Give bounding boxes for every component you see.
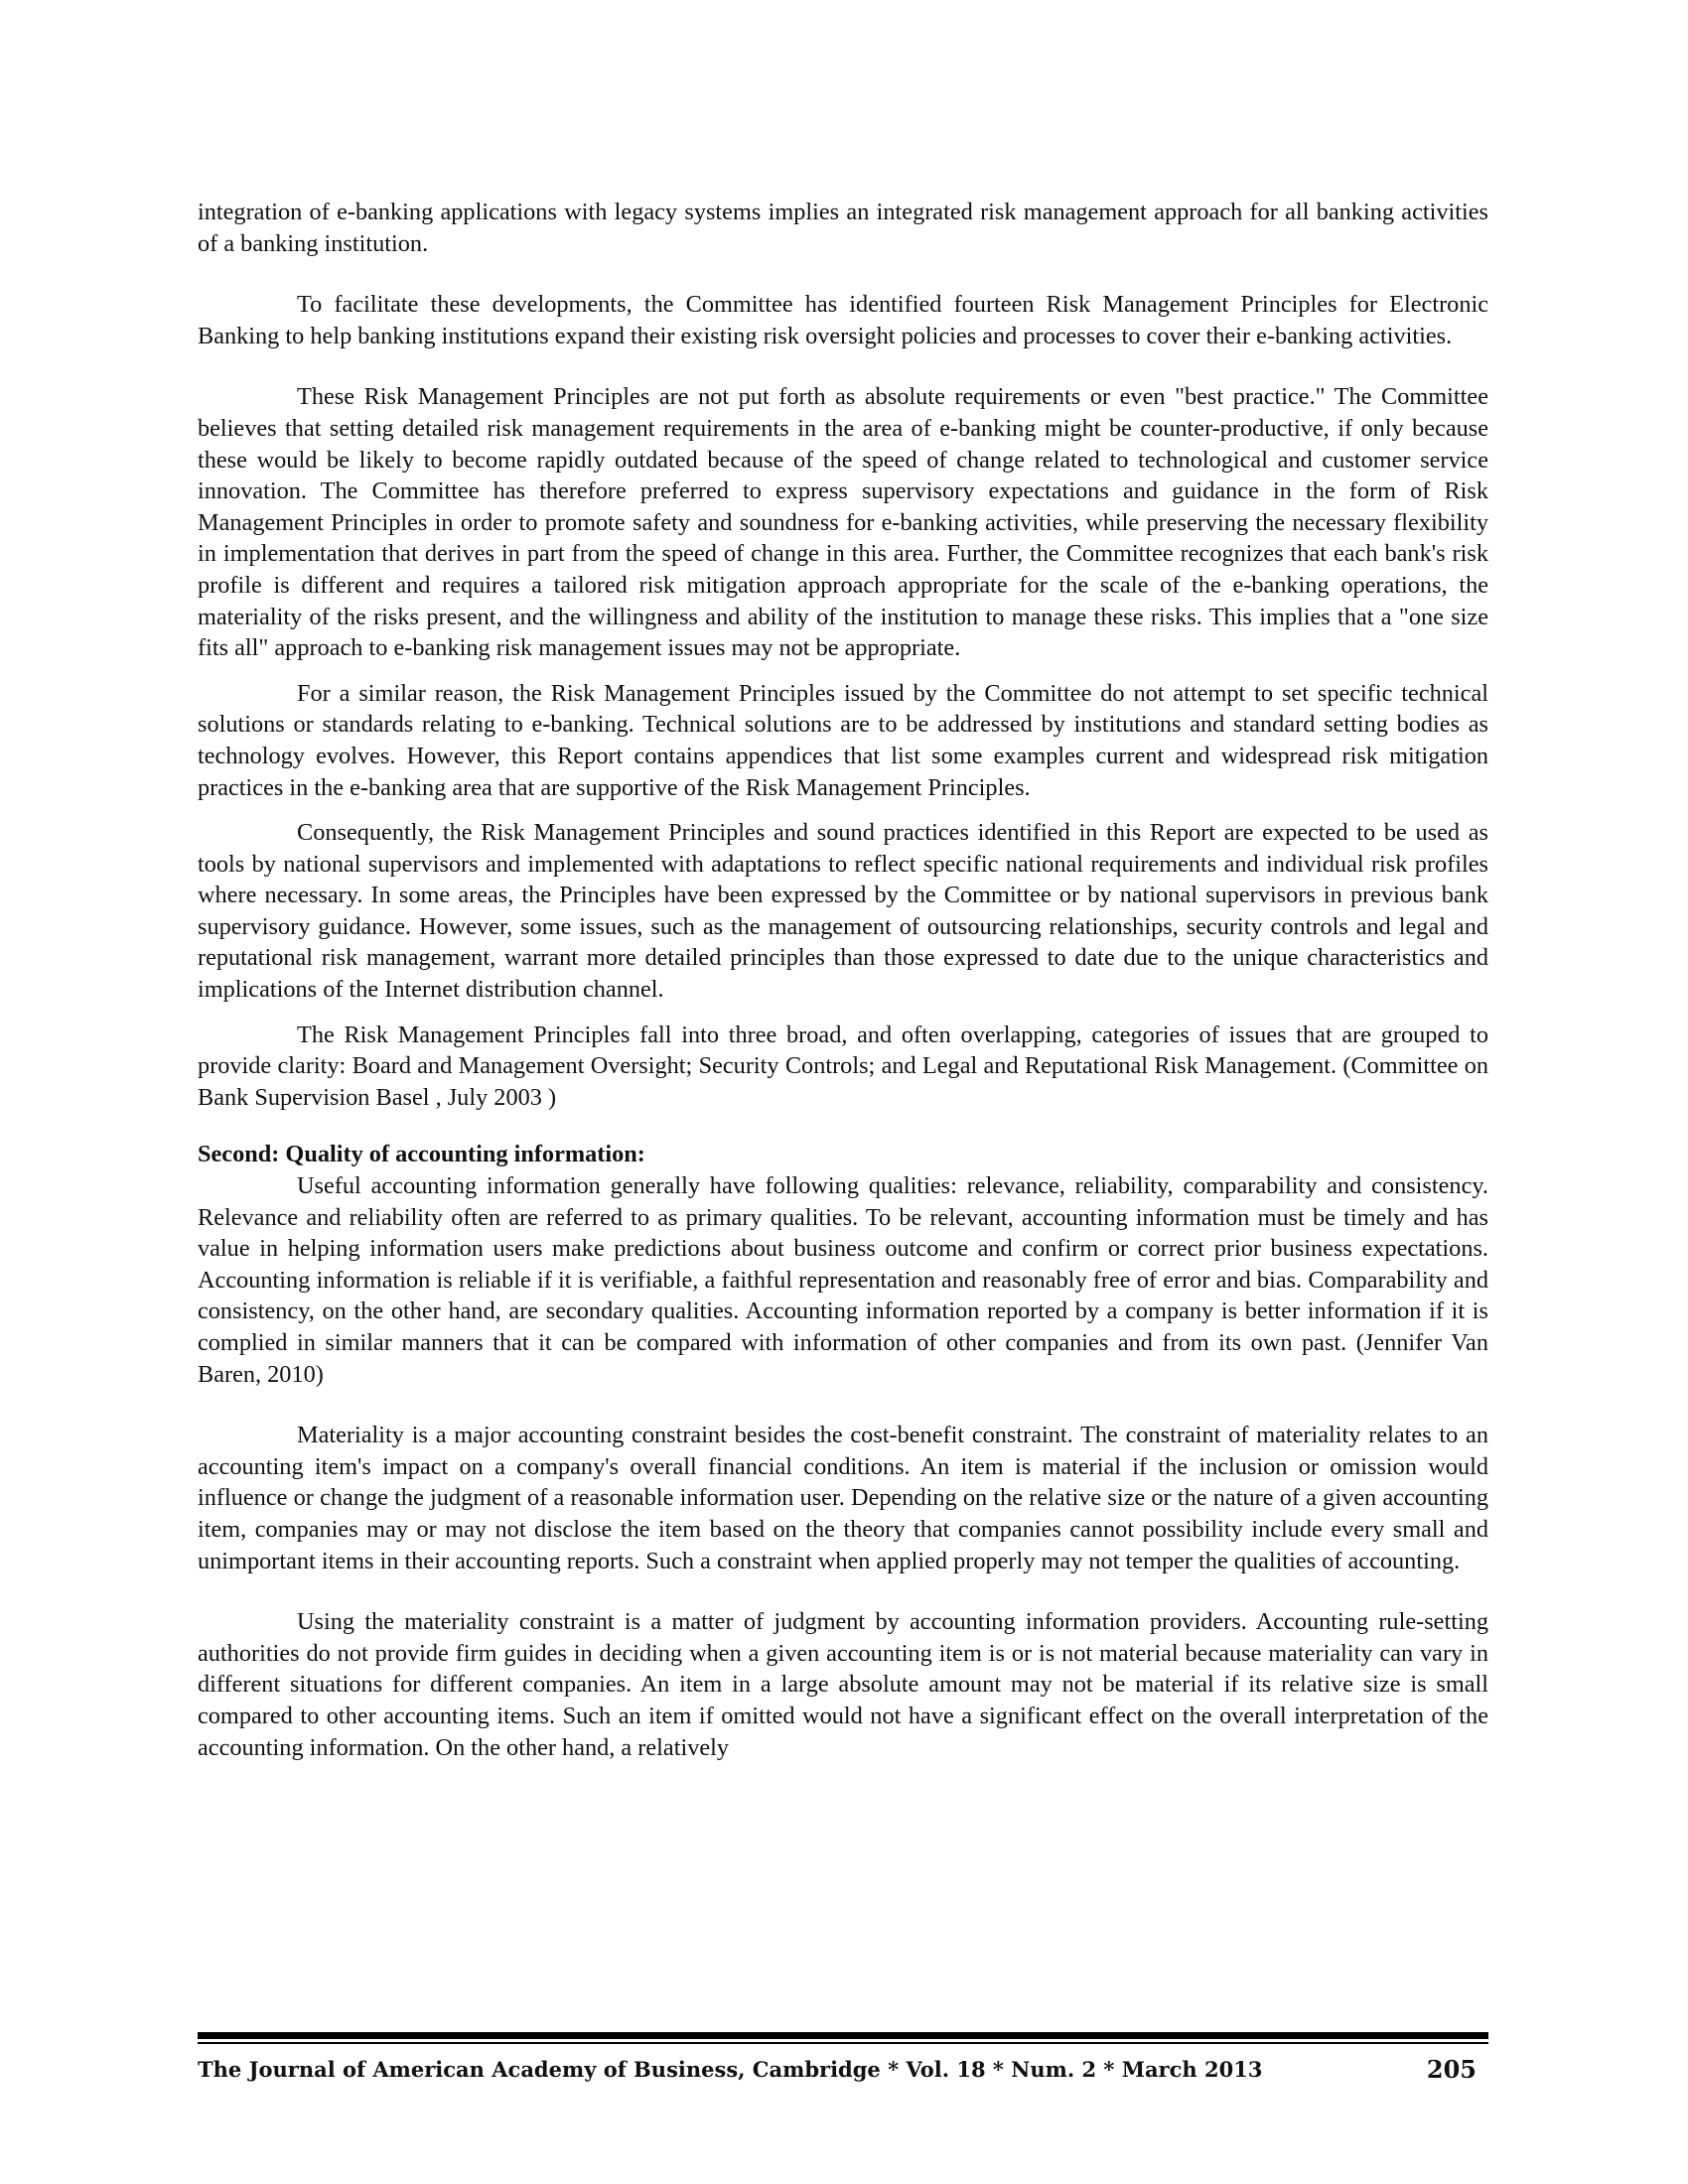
paragraph-useful-accounting: Useful accounting information generally have following qualities: relevance, reliability, comparability and consistency. Relevance and reliability often are referred to as primary qualities. To be relevant, accounting information must be timely and has value in helping information users make predictions about business outcome and confirm or correct prior business expectations. Accounting information is reliable if it is verifiable, a faithful representation and reasonably free of error and bias. Comparability and consistency, on the other hand, are secondary qualities. Accounting information reported by a company is better information if it is complied in similar manners that it can be compared with information of other companies and from its own past. (Jennifer Van Baren, 2010) — [198, 1172, 1488, 1388]
paragraph-consequently: Consequently, the Risk Management Principles and sound practices identified in this Report are expected to be used as tools by national supervisors and implemented with adaptations to reflect specific national requirements and individual risk profiles where necessary. In some areas, the Principles have been expressed by the Committee or by national supervisors in previous bank supervisory guidance. However, some issues, such as the management of outsourcing relationships, security controls and legal and reputational risk management, warrant more detailed principles than those expressed to date due to the unique characteristics and implications of the Internet distribution channel. — [198, 819, 1488, 1004]
paragraph-materiality: Materiality is a major accounting constraint besides the cost-benefit constraint. The constraint of materiality relates to an accounting item's impact on a company's overall financial conditions. An item is material if the inclusion or omission would influence or change the judgment of a reasonable information user. Depending on the relative size or the nature of a given accounting item, companies may or may not disclose the item based on the theory that companies cannot possibility include every small and unimportant items in their accounting reports. Such a constraint when applied properly may not temper the qualities of accounting. — [198, 1422, 1488, 1574]
document-body — [198, 197, 1488, 1763]
section-heading: Second: Quality of accounting information: — [198, 1141, 645, 1168]
paragraph-integration: integration of e-banking applications with legacy systems implies an integrated risk management approach for all banking activities of a banking institution. — [198, 199, 1488, 257]
footer-rule-thin — [198, 2042, 1488, 2044]
paragraph-principles-not-requirements: These Risk Management Principles are not put forth as absolute requirements or even "best practice." The Committee believes that setting detailed risk management requirements in the area of e-banking might be counter-productive, if only because these would be likely to become rapidly outdated because of the speed of change related to technological and customer service innovation. The Committee has therefore preferred to express supervisory expectations and guidance in the form of Risk Management Principles in order to promote safety and soundness for e-banking activities, while preserving the necessary flexibility in implementation that derives in part from the speed of change in this area. Further, the Committee recognizes that each bank's risk profile is different and requires a tailored risk mitigation approach appropriate for the scale of the e-banking operations, the materiality of the risks present, and the willingness and ability of the institution to manage these risks. This implies that a "one size fits all" approach to e-banking risk management issues may not be appropriate. — [198, 383, 1488, 662]
footer-rule-thick — [198, 2032, 1488, 2039]
paragraph-facilitate: To facilitate these developments, the Committee has identified fourteen Risk Management Principles for Electronic Banking to help banking institutions expand their existing risk oversight policies and processes to cover their e-banking activities. — [198, 291, 1488, 349]
paragraph-three-categories: The Risk Management Principles fall into three broad, and often overlapping, categories of issues that are grouped to provide clarity: Board and Management Oversight; Security Controls; and Legal and Reputational Risk Management. (Committee on Bank Supervision Basel , July 2003 ) — [198, 1021, 1488, 1111]
paragraph-similar-reason: For a similar reason, the Risk Management Principles issued by the Committee do not attempt to set specific technical solutions or standards relating to e-banking. Technical solutions are to be addressed by institutions and standard setting bodies as technology evolves. However, this Report contains appendices that list some examples current and widespread risk mitigation practices in the e-banking area that are supportive of the Risk Management Principles. — [198, 679, 1488, 801]
footer-journal-citation: The Journal of American Academy of Business, Cambridge * Vol. 18 * Num. 2 * March 2013 — [198, 2057, 1263, 2082]
paragraph-materiality-judgment: Using the materiality constraint is a matter of judgment by accounting information providers. Accounting rule-setting authorities do not provide firm guides in deciding when a given accounting item is or is not material because materiality can vary in different situations for different companies. An item in a large absolute amount may not be material if its relative size is small compared to other accounting items. Such an item if omitted would not have a significant effect on the overall interpretation of the accounting information. On the other hand, a relatively — [198, 1608, 1488, 1761]
page-number: 205 — [1426, 2055, 1477, 2084]
